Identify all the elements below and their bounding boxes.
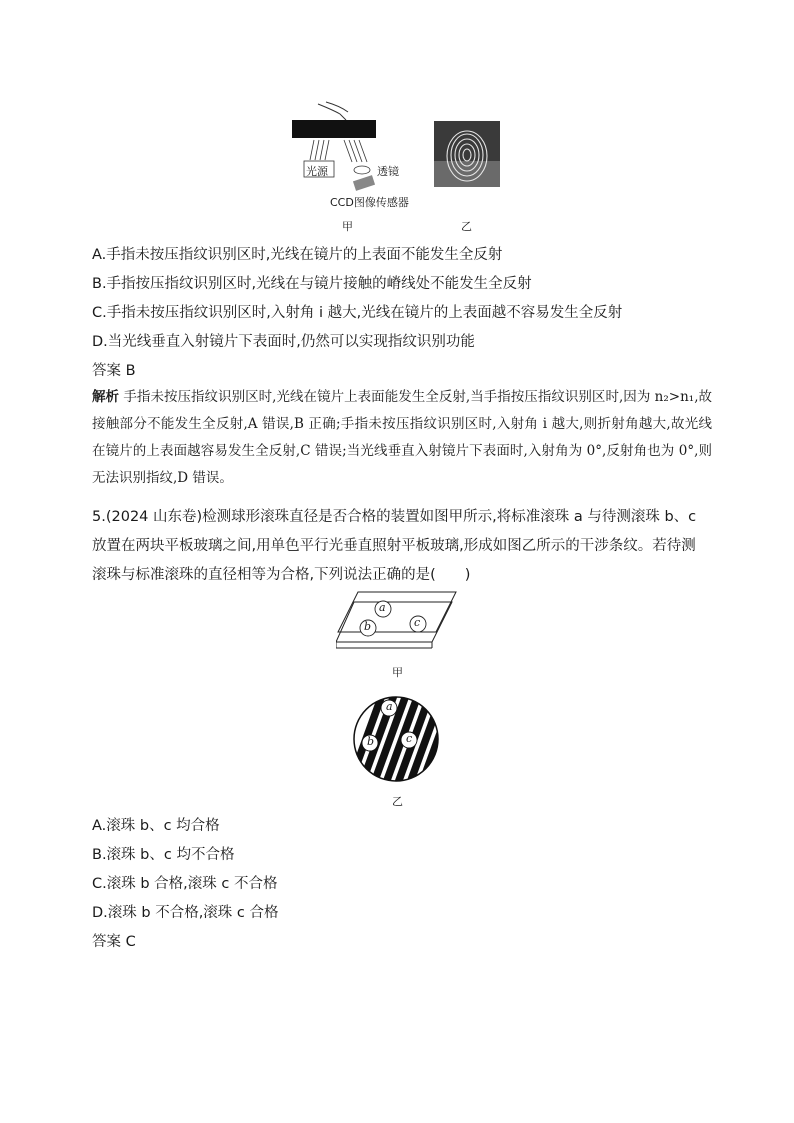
figure2-caption-b: 乙 (392, 795, 403, 808)
q5-option-b: B.滚珠 b、c 均不合格 (92, 847, 235, 863)
q4-option-a: A.手指未按压指纹识别区时,光线在镜片的上表面不能发生全反射 (92, 247, 503, 263)
ball-a-label-1: a (379, 601, 386, 614)
answer-label: 答案 (92, 363, 121, 379)
figure1-caption-b: 乙 (461, 220, 472, 233)
q5-option-a: A.滚珠 b、c 均合格 (92, 818, 220, 834)
q4-explanation (92, 384, 712, 492)
q4-option-c: C.手指未按压指纹识别区时,入射角 i 越大,光线在镜片的上表面越不容易发生全反射 (92, 305, 623, 321)
figure2-caption-a: 甲 (392, 666, 403, 679)
q5-option-c: C.滚珠 b 合格,滚珠 c 不合格 (92, 876, 278, 892)
label-light-source: 光源 (306, 165, 328, 178)
q5-stem: 5.(2024 山东卷)检测球形滚珠直径是否合格的装置如图甲所示,将标准滚珠 a 与待测滚珠 b、c 放置在两块平板玻璃之间,用单色平行光垂直照射平板玻璃,形成如图乙所示的干涉条纹。若待测滚珠与标准滚珠的直径相等为合格,下列说法正确的是( ) (92, 509, 697, 583)
label-lens: 透镜 (377, 165, 399, 178)
q5-option-d: D.滚珠 b 不合格,滚珠 c 合格 (92, 905, 279, 921)
q4-option-b: B.手指按压指纹识别区时,光线在与镜片接触的嵴线处不能发生全反射 (92, 276, 532, 292)
label-ccd-sensor: CCD图像传感器 (330, 196, 409, 209)
ball-b-label-1: b (364, 620, 372, 633)
answer-label: 答案 (92, 934, 121, 950)
q5-answer (92, 932, 136, 952)
explanation-label: 解析 (92, 389, 120, 405)
ball-b-label-2: b (367, 735, 375, 748)
answer-value: C (125, 934, 136, 950)
figure1-caption-a: 甲 (342, 220, 353, 233)
q4-answer (92, 361, 136, 381)
glass-plates-diagram (336, 590, 458, 652)
answer-value: B (125, 363, 136, 379)
ball-c-label-1: c (414, 616, 421, 629)
explanation-text: 手指未按压指纹识别区时,光线在镜片上表面能发生全反射,当手指按压指纹识别区时,因为 n₂>n₁,故接触部分不能发生全反射,A 错误,B 正确;手指未按压指纹识别区时,入射角 i 越大,则折射角越大,故光线在镜片的上表面越容易发生全反射,C 错误;当光线垂直入射镜片下表面时,入射角为 0°,反射角也为 0°,则无法识别指纹,D 错误。 (92, 389, 713, 486)
ball-a-label-2: a (386, 700, 393, 713)
fingerprint-image (434, 121, 500, 187)
interference-fringes-diagram (352, 695, 440, 783)
q4-option-d: D.当光线垂直入射镜片下表面时,仍然可以实现指纹识别功能 (92, 334, 475, 350)
ball-c-label-2: c (406, 732, 413, 745)
